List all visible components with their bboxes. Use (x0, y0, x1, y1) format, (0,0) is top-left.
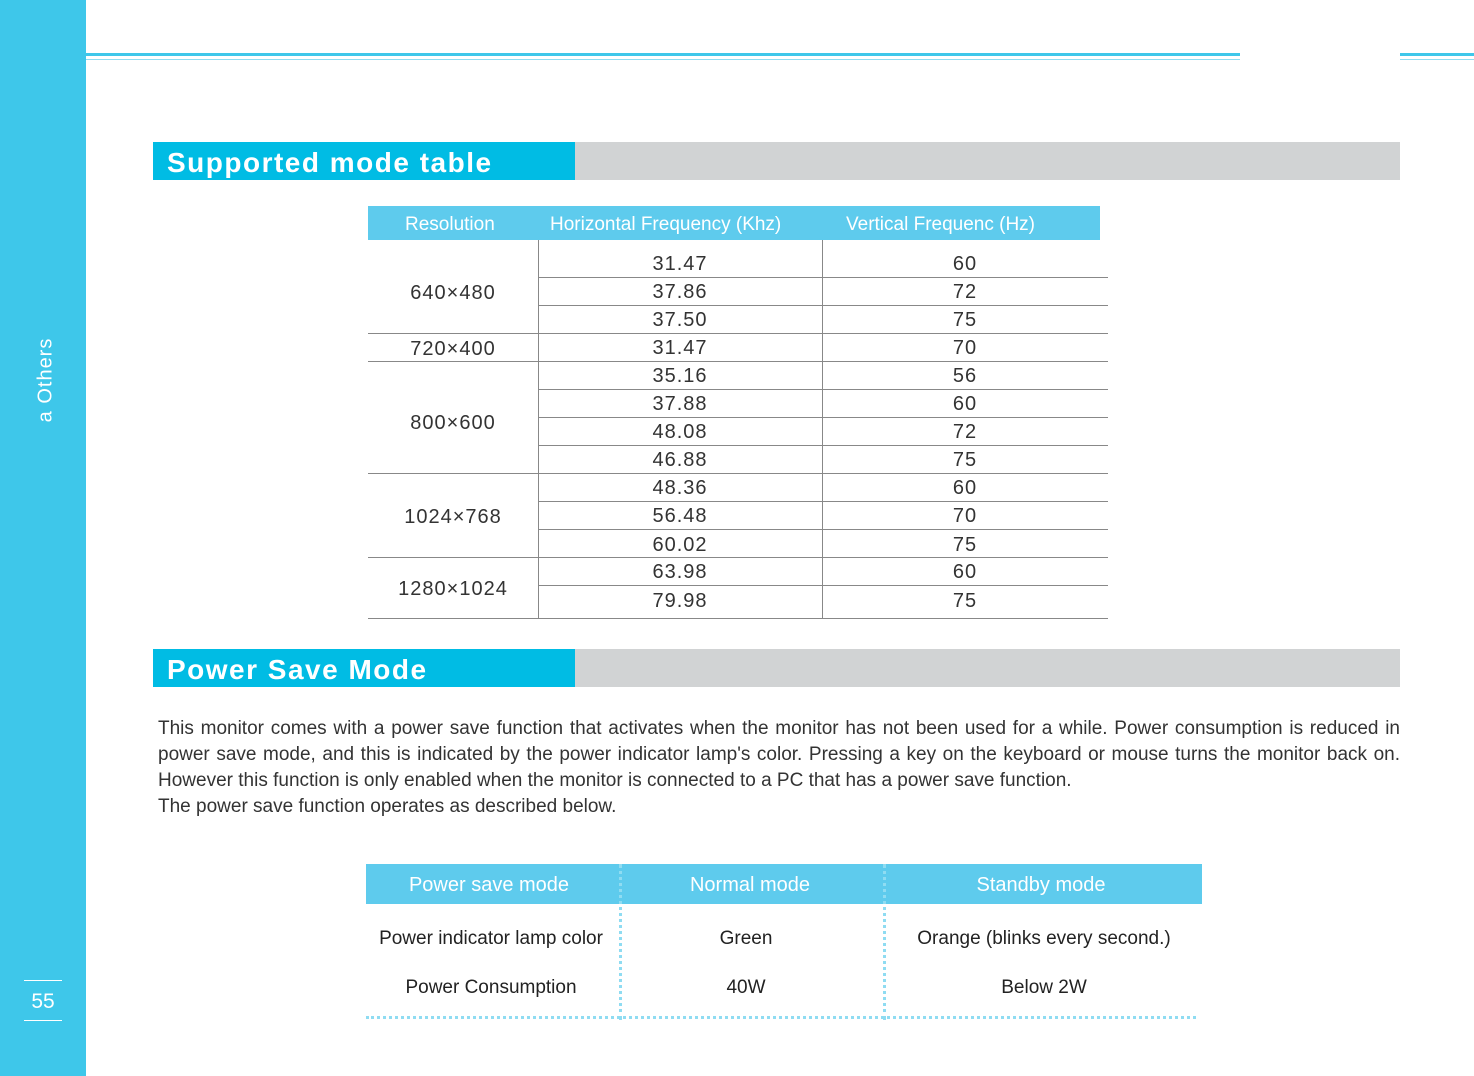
header-normal-mode: Normal mode (689, 874, 811, 896)
grid-line (368, 361, 1108, 362)
horizontal-frequency: 48.08 (652, 421, 708, 443)
horizontal-frequency: 60.02 (652, 534, 708, 556)
standby-mode-value: Orange (blinks every second.) (917, 928, 1171, 949)
table-row (368, 418, 1108, 446)
table-bottom-dotted (366, 1016, 1196, 1019)
power-save-description (158, 716, 1400, 820)
vertical-frequency: 60 (952, 561, 978, 583)
column-divider-dotted (883, 864, 886, 1020)
resolution-cell: 1024×768 (404, 506, 502, 528)
table-row (368, 558, 1108, 586)
page-number: 55 (31, 990, 55, 1013)
table-row (368, 446, 1108, 474)
grid-line (538, 501, 1108, 502)
header-rule-left (86, 53, 1240, 56)
table-row (368, 474, 1108, 502)
grid-line (368, 557, 1108, 558)
horizontal-frequency: 31.47 (652, 337, 708, 359)
header-standby-mode: Standby mode (976, 874, 1106, 896)
header-rule-left-thin (86, 59, 1240, 60)
page-number-divider-bottom (24, 1020, 62, 1021)
vertical-frequency: 72 (952, 421, 978, 443)
section-header-supported-modes (153, 142, 1400, 180)
vertical-frequency: 70 (952, 505, 978, 527)
table-row (368, 306, 1108, 334)
resolution-cell: 640×480 (410, 282, 496, 304)
section-title: Supported mode table (153, 142, 575, 180)
table-row (368, 362, 1108, 390)
table-row (368, 531, 1108, 559)
normal-mode-value: 40W (726, 977, 766, 998)
table-row (368, 390, 1108, 418)
standby-mode-value: Below 2W (1001, 977, 1087, 998)
horizontal-frequency: 56.48 (652, 505, 708, 527)
section-title: Power Save Mode (153, 649, 575, 687)
horizontal-frequency: 37.50 (652, 309, 708, 331)
vertical-frequency: 75 (952, 449, 978, 471)
page-number-divider-top (24, 980, 62, 981)
description-paragraph: The power save function operates as described below. (158, 796, 617, 817)
table-row (368, 587, 1108, 615)
vertical-frequency: 75 (952, 309, 978, 331)
column-divider-dotted (619, 864, 622, 1020)
section-header-power-save (153, 649, 1400, 687)
grid-line (368, 473, 1108, 474)
horizontal-frequency: 79.98 (652, 590, 708, 612)
horizontal-frequency: 48.36 (652, 477, 708, 499)
grid-line (538, 277, 1108, 278)
table-row (368, 278, 1108, 306)
grid-line (538, 417, 1108, 418)
vertical-frequency: 56 (952, 365, 978, 387)
vertical-frequency: 60 (952, 253, 978, 275)
vertical-frequency: 60 (952, 393, 978, 415)
grid-line (538, 305, 1108, 306)
resolution-cell: 800×600 (410, 412, 496, 434)
header-rule-right-thin (1400, 59, 1474, 60)
horizontal-frequency: 37.88 (652, 393, 708, 415)
resolution-cell: 1280×1024 (398, 578, 508, 600)
horizontal-frequency: 37.86 (652, 281, 708, 303)
table-row (368, 250, 1108, 278)
table-row (368, 334, 1108, 362)
grid-line (538, 529, 1108, 530)
grid-line (368, 618, 1108, 619)
header-power-save-mode: Power save mode (408, 874, 570, 896)
resolution-cell: 720×400 (410, 338, 496, 360)
section-label: a Others (34, 337, 57, 423)
table-row (368, 502, 1108, 530)
mode-table-header (368, 206, 1100, 240)
vertical-frequency: 70 (952, 337, 978, 359)
grid-line (538, 445, 1108, 446)
header-rule-right (1400, 53, 1474, 56)
power-table-header (366, 864, 1202, 904)
horizontal-frequency: 46.88 (652, 449, 708, 471)
header-horizontal-frequency: Horizontal Frequency (Khz) (550, 214, 782, 235)
horizontal-frequency: 31.47 (652, 253, 708, 275)
grid-line (538, 389, 1108, 390)
grid-line (368, 333, 1108, 334)
horizontal-frequency: 35.16 (652, 365, 708, 387)
vertical-frequency: 75 (952, 534, 978, 556)
header-resolution: Resolution (405, 214, 495, 235)
header-vertical-frequency: Vertical Frequenc (Hz) (846, 214, 1036, 235)
row-label: Power Consumption (405, 977, 577, 998)
horizontal-frequency: 63.98 (652, 561, 708, 583)
normal-mode-value: Green (719, 928, 773, 949)
description-paragraph: This monitor comes with a power save function that activates when the monitor has not been used for a while. Power consumption is reduced in power save mode, and this is indicated by the power indicator lamp's color. Pressing a key on the keyboard or mouse turns the monitor back on. However this function is only enabled when the monitor is connected to a PC that has a power save function. (158, 718, 1400, 791)
vertical-frequency: 60 (952, 477, 978, 499)
sidebar (0, 0, 86, 1076)
grid-line (538, 585, 1108, 586)
vertical-frequency: 72 (952, 281, 978, 303)
vertical-frequency: 75 (952, 590, 978, 612)
row-label: Power indicator lamp color (379, 928, 603, 949)
